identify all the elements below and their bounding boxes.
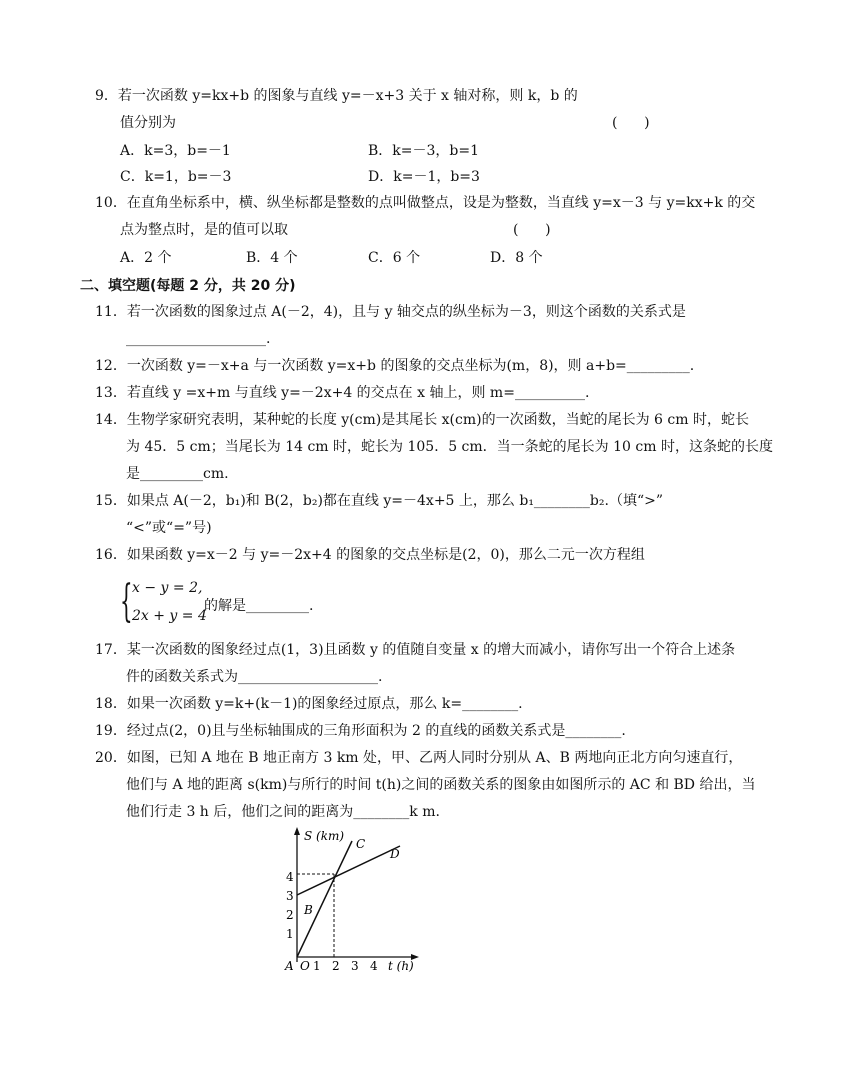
- line-bd: [297, 846, 400, 895]
- q9-line1: 9．若一次函数 y=kx+b 的图象与直线 y=－x+3 关于 x 轴对称，则 k，b 的: [95, 88, 578, 104]
- q13: 13．若直线 y =x+m 与直线 y=－2x+4 的交点在 x 轴上，则 m=__________.: [95, 385, 590, 401]
- q15-line2: “<”或“=”号): [126, 520, 212, 536]
- distance-time-graph: [270, 824, 430, 972]
- q19: 19．经过点(2，0)且与坐标轴围成的三角形面积为 2 的直线的函数关系式是________.: [95, 723, 626, 739]
- q9-line2: 值分别为: [120, 115, 176, 131]
- point-b-label: B: [304, 903, 313, 917]
- q9-option-b: B．k=－3，b=1: [368, 143, 480, 159]
- q20-line3: 他们行走 3 h 后，他们之间的距离为________k m.: [126, 804, 440, 820]
- q17-line1: 17．某一次函数的图象经过点(1，3)且函数 y 的值随自变量 x 的增大而减小，请你写出一个符合上述条: [95, 642, 736, 658]
- q18: 18．如果一次函数 y=k+(k－1)的图象经过原点，那么 k=________.: [95, 696, 523, 712]
- x-tick-3: 3: [351, 959, 359, 972]
- q9-option-d: D．k=－1，b=3: [368, 169, 480, 185]
- x-axis-label: t (h): [388, 959, 414, 972]
- q16-answer-blank: 的解是_________.: [204, 598, 314, 614]
- equation-1: x − y = 2,: [132, 580, 203, 596]
- q14-line2: 为 45．5 cm；当尾长为 14 cm 时，蛇长为 105．5 cm．当一条蛇的尾长为 10 cm 时，这条蛇的长度: [126, 439, 773, 455]
- point-d-label: D: [390, 847, 400, 861]
- q15-line1: 15．如果点 A(－2，b₁)和 B(2，b₂)都在直线 y=－4x+5 上，那么 b₁________b₂.（填“>”: [95, 493, 663, 509]
- q12: 12．一次函数 y=－x+a 与一次函数 y=x+b 的图象的交点坐标为(m，8)，则 a+b=_________.: [95, 358, 695, 374]
- q14-line3: 是_________cm.: [126, 466, 229, 482]
- y-tick-1: 1: [286, 927, 294, 941]
- q11-line2: ____________________.: [126, 331, 271, 347]
- equation-system: [120, 578, 320, 632]
- section-heading: 二、填空题(每题 2 分，共 20 分): [80, 278, 296, 294]
- y-tick-4: 4: [286, 870, 294, 884]
- y-axis-arrow: [294, 827, 300, 835]
- q20-line1: 20．如图，已知 A 地在 B 地正南方 3 km 处，甲、乙两人同时分别从 A、B 两地向正北方向匀速直行，: [95, 750, 743, 766]
- y-tick-3: 3: [286, 889, 294, 903]
- x-tick-4: 4: [370, 959, 378, 972]
- y-tick-2: 2: [286, 908, 294, 922]
- x-tick-2: 2: [332, 959, 340, 972]
- origin-label: O: [300, 959, 310, 972]
- x-tick-1: 1: [313, 959, 321, 972]
- q10-option-a: A．2 个: [120, 250, 172, 266]
- q10-option-c: C．6 个: [368, 250, 421, 266]
- q10-line2: 点为整点时，是的值可以取: [120, 222, 288, 238]
- point-c-label: C: [356, 837, 366, 851]
- q10-answer-paren: ( ): [513, 222, 551, 238]
- q10-option-b: B．4 个: [246, 250, 298, 266]
- q17-line2: 件的函数关系式为____________________.: [126, 669, 383, 685]
- q20-line2: 他们与 A 地的距离 s(km)与所行的时间 t(h)之间的函数关系的图象由如图所示的 AC 和 BD 给出，当: [126, 777, 756, 793]
- q9-answer-paren: ( ): [612, 115, 650, 131]
- q14-line1: 14．生物学家研究表明，某种蛇的长度 y(cm)是其尾长 x(cm)的一次函数，当蛇的尾长为 6 cm 时，蛇长: [95, 412, 749, 428]
- brace-symbol: {: [120, 576, 133, 627]
- q9-option-c: C．k=1，b=－3: [120, 169, 232, 185]
- point-a-label: A: [285, 959, 294, 972]
- q16-line1: 16．如果函数 y=x－2 与 y=－2x+4 的图象的交点坐标是(2，0)，那么二元一次方程组: [95, 547, 645, 563]
- q10-line1: 10．在直角坐标系中，横、纵坐标都是整数的点叫做整点，设是为整数，当直线 y=x－3 与 y=kx+k 的交: [95, 195, 756, 211]
- y-axis-label: S (km): [304, 829, 345, 843]
- equation-2: 2x + y = 4: [132, 608, 207, 624]
- q9-option-a: A．k=3，b=－1: [120, 143, 231, 159]
- line-ac: [297, 841, 352, 957]
- q11-line1: 11．若一次函数的图象过点 A(－2，4)，且与 y 轴交点的纵坐标为－3，则这个函数的关系式是: [95, 304, 686, 320]
- q10-option-d: D．8 个: [490, 250, 543, 266]
